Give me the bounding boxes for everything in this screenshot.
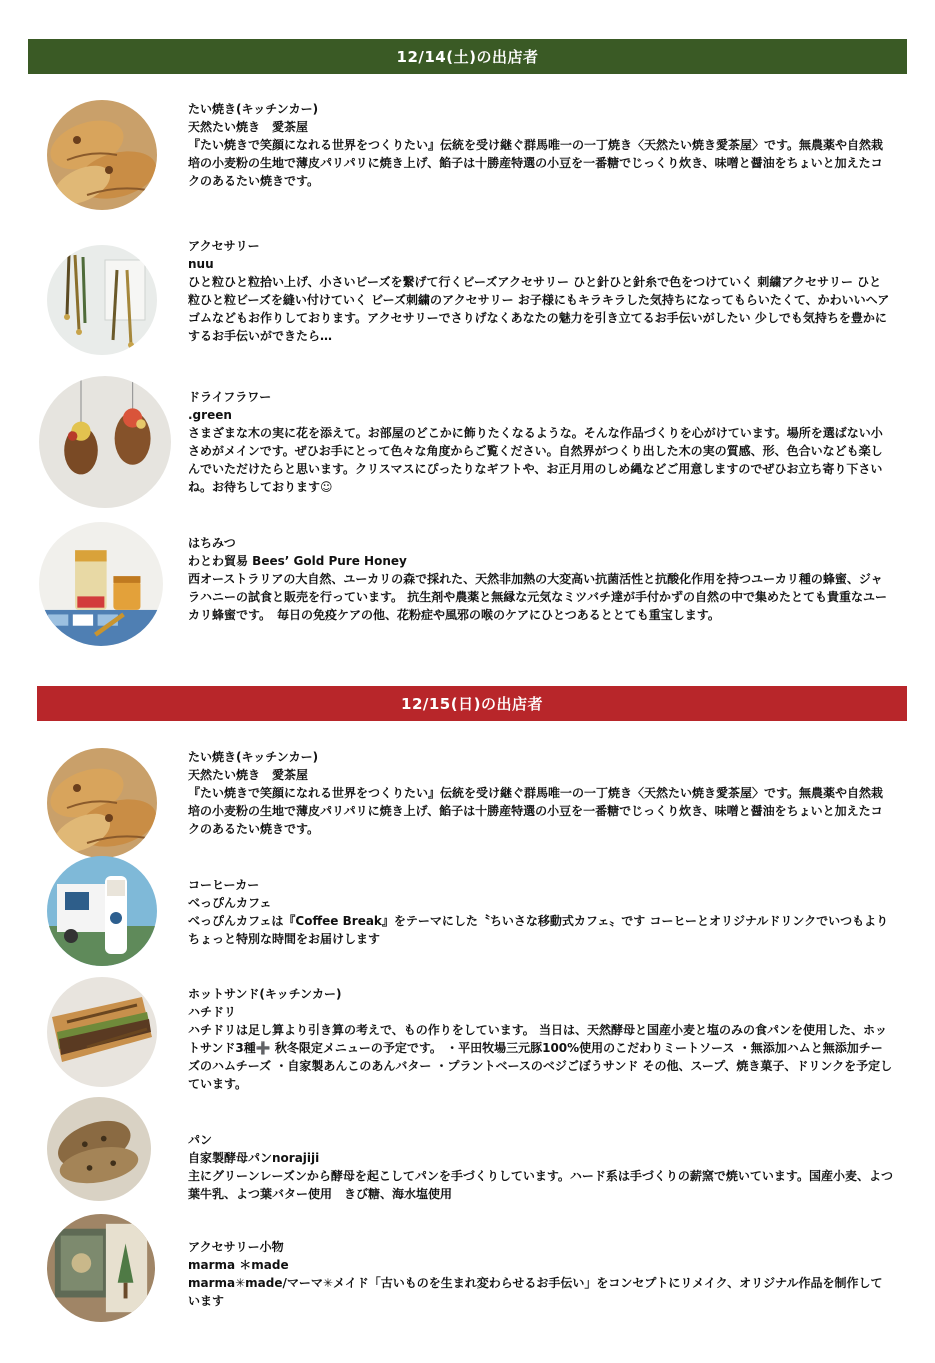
vendor-name: ハチドリ [188,1005,237,1019]
vendor-name: べっぴんカフェ [188,896,272,910]
section-banner-sat: 12/14(土)の出店者 [28,39,907,74]
hot-sandwich-photo [47,977,157,1087]
vendor-description: 『たい焼きで笑顔になれる世界をつくりたい』伝統を受け継ぐ群馬唯一の一丁焼き〈天然たい焼き愛茶屋〉です。無農薬や自然栽培の小麦粉の生地で薄皮パリパリに焼き上げ、餡子は十勝産特選の小豆を一番糖でじっくり炊き、味噌と醤油をちょいと加えたコクのあるたい焼きです。 [188,786,884,836]
vendor-name: .green [188,408,232,422]
vendor-category: アクセサリー [188,239,260,253]
honey-photo [39,522,163,646]
vendor-info [188,1238,893,1310]
vendor-description: 西オーストラリアの大自然、ユーカリの森で採れた、天然非加熱の大変高い抗菌活性と抗酸化作用を持つユーカリ種の蜂蜜、ジャラハニーの試食と販売を行っています。 抗生剤や農薬と無縁な元気なミツバチ達が手付かずの自然の中で集めたとても貴重なユーカリ蜂蜜です。 毎日の免疫ケアの他、花粉症や風邪の喉のケアにひとつあるととても重宝します。 [188,572,887,622]
vendor-info [188,237,893,345]
vendor-category: アクセサリー小物 [188,1240,284,1254]
vendor-category: たい焼き(キッチンカー) [188,750,319,764]
vendor-category: たい焼き(キッチンカー) [188,102,319,116]
vendor-info [188,534,893,624]
vendor-name: marma ＊made [188,1258,289,1272]
taiyaki-photo [47,748,157,858]
section-banner-sun: 12/15(日)の出店者 [37,686,907,721]
vendor-category: コーヒーカー [188,878,260,892]
vendor-description: 主にグリーンレーズンから酵母を起こしてパンを手づくりしています。ハード系は手づくりの薪窯で焼いています。国産小麦、よつ葉牛乳、よつ葉バター使用 きび糖、海水塩使用 [188,1169,893,1201]
vendor-name: 天然たい焼き 愛茶屋 [188,120,309,134]
taiyaki-photo [47,100,157,210]
vendor-description: marma✳made/マーマ✳メイド「古いものを生まれ変わらせるお手伝い」をコンセプトにリメイク、オリジナル作品を制作しています [188,1276,883,1308]
vendor-info [188,388,893,496]
vendor-category: ドライフラワー [188,390,272,404]
bread-photo [47,1097,151,1201]
vendor-info [188,876,893,948]
vendor-name: 天然たい焼き 愛茶屋 [188,768,309,782]
vendor-name: nuu [188,257,214,271]
vendor-description: べっぴんカフェは『Coffee Break』をテーマにした〝ちいさな移動式カフェ〟です コーヒーとオリジナルドリンクでいつもよりちょっと特別な時間をお届けします [188,914,889,946]
vendor-category: はちみつ [188,536,236,550]
vendor-name: 自家製酵母パンnorajiji [188,1151,320,1165]
vendor-description: ひと粒ひと粒拾い上げ、小さいビーズを繋げて行くビーズアクセサリー ひと針ひと針糸で色をつけていく 刺繍アクセサリー ひと粒ひと粒ビーズを縫い付けていく ビーズ刺繍のアクセサリー お子様にもキラキラした気持ちになってもらいたくて、かわいいヘアゴムなどもお作りしております。アクセサリーでさりげなくあなたの魅力を引き立てるお手伝いがしたい 少しでも気持ちを豊かにするお手伝いができたら… [188,275,890,343]
vendor-category: パン [188,1133,213,1147]
remake-goods-photo [47,1214,155,1322]
vendor-description: さまざまな木の実に花を添えて。お部屋のどこかに飾りたくなるような。そんな作品づくりを心がけています。場所を選ばない小さめがメインです。ぜひお手にとって色々な角度からご覧ください。自然界がつくり出した木の実の質感、形、色合いなども楽しんでいただけたらと思います。クリスマスにぴったりなギフトや、お正月用のしめ縄などご用意しますのでぜひお立ち寄り下さいね。お待ちしております☺ [188,426,883,494]
vendor-info [188,1131,893,1203]
vendor-info [188,100,893,190]
accessory-photo [47,245,157,355]
dried-flower-photo [39,376,171,508]
vendor-info [188,985,893,1093]
vendor-category: ホットサンド(キッチンカー) [188,987,342,1001]
vendor-name: わとわ貿易 Bees’ Gold Pure Honey [188,554,407,568]
vendor-description: 『たい焼きで笑顔になれる世界をつくりたい』伝統を受け継ぐ群馬唯一の一丁焼き〈天然たい焼き愛茶屋〉です。無農薬や自然栽培の小麦粉の生地で薄皮パリパリに焼き上げ、餡子は十勝産特選の小豆を一番糖でじっくり炊き、味噌と醤油をちょいと加えたコクのあるたい焼きです。 [188,138,884,188]
vendor-description: ハチドリは足し算より引き算の考えで、もの作りをしています。 当日は、天然酵母と国産小麦と塩のみの食パンを使用した、ホットサンド3種➕ 秋冬限定メニューの予定です。 ・平田牧場三元豚100%使用のこだわりミートソース ・無添加ハムと無添加チーズのハムチーズ ・自家製あんこのあんバター ・プラントベースのベジごぼうサンド その他、スープ、焼き菓子、ドリンクを予定しています。 [188,1023,893,1091]
coffee-car-photo [47,856,157,966]
vendor-info [188,748,893,838]
